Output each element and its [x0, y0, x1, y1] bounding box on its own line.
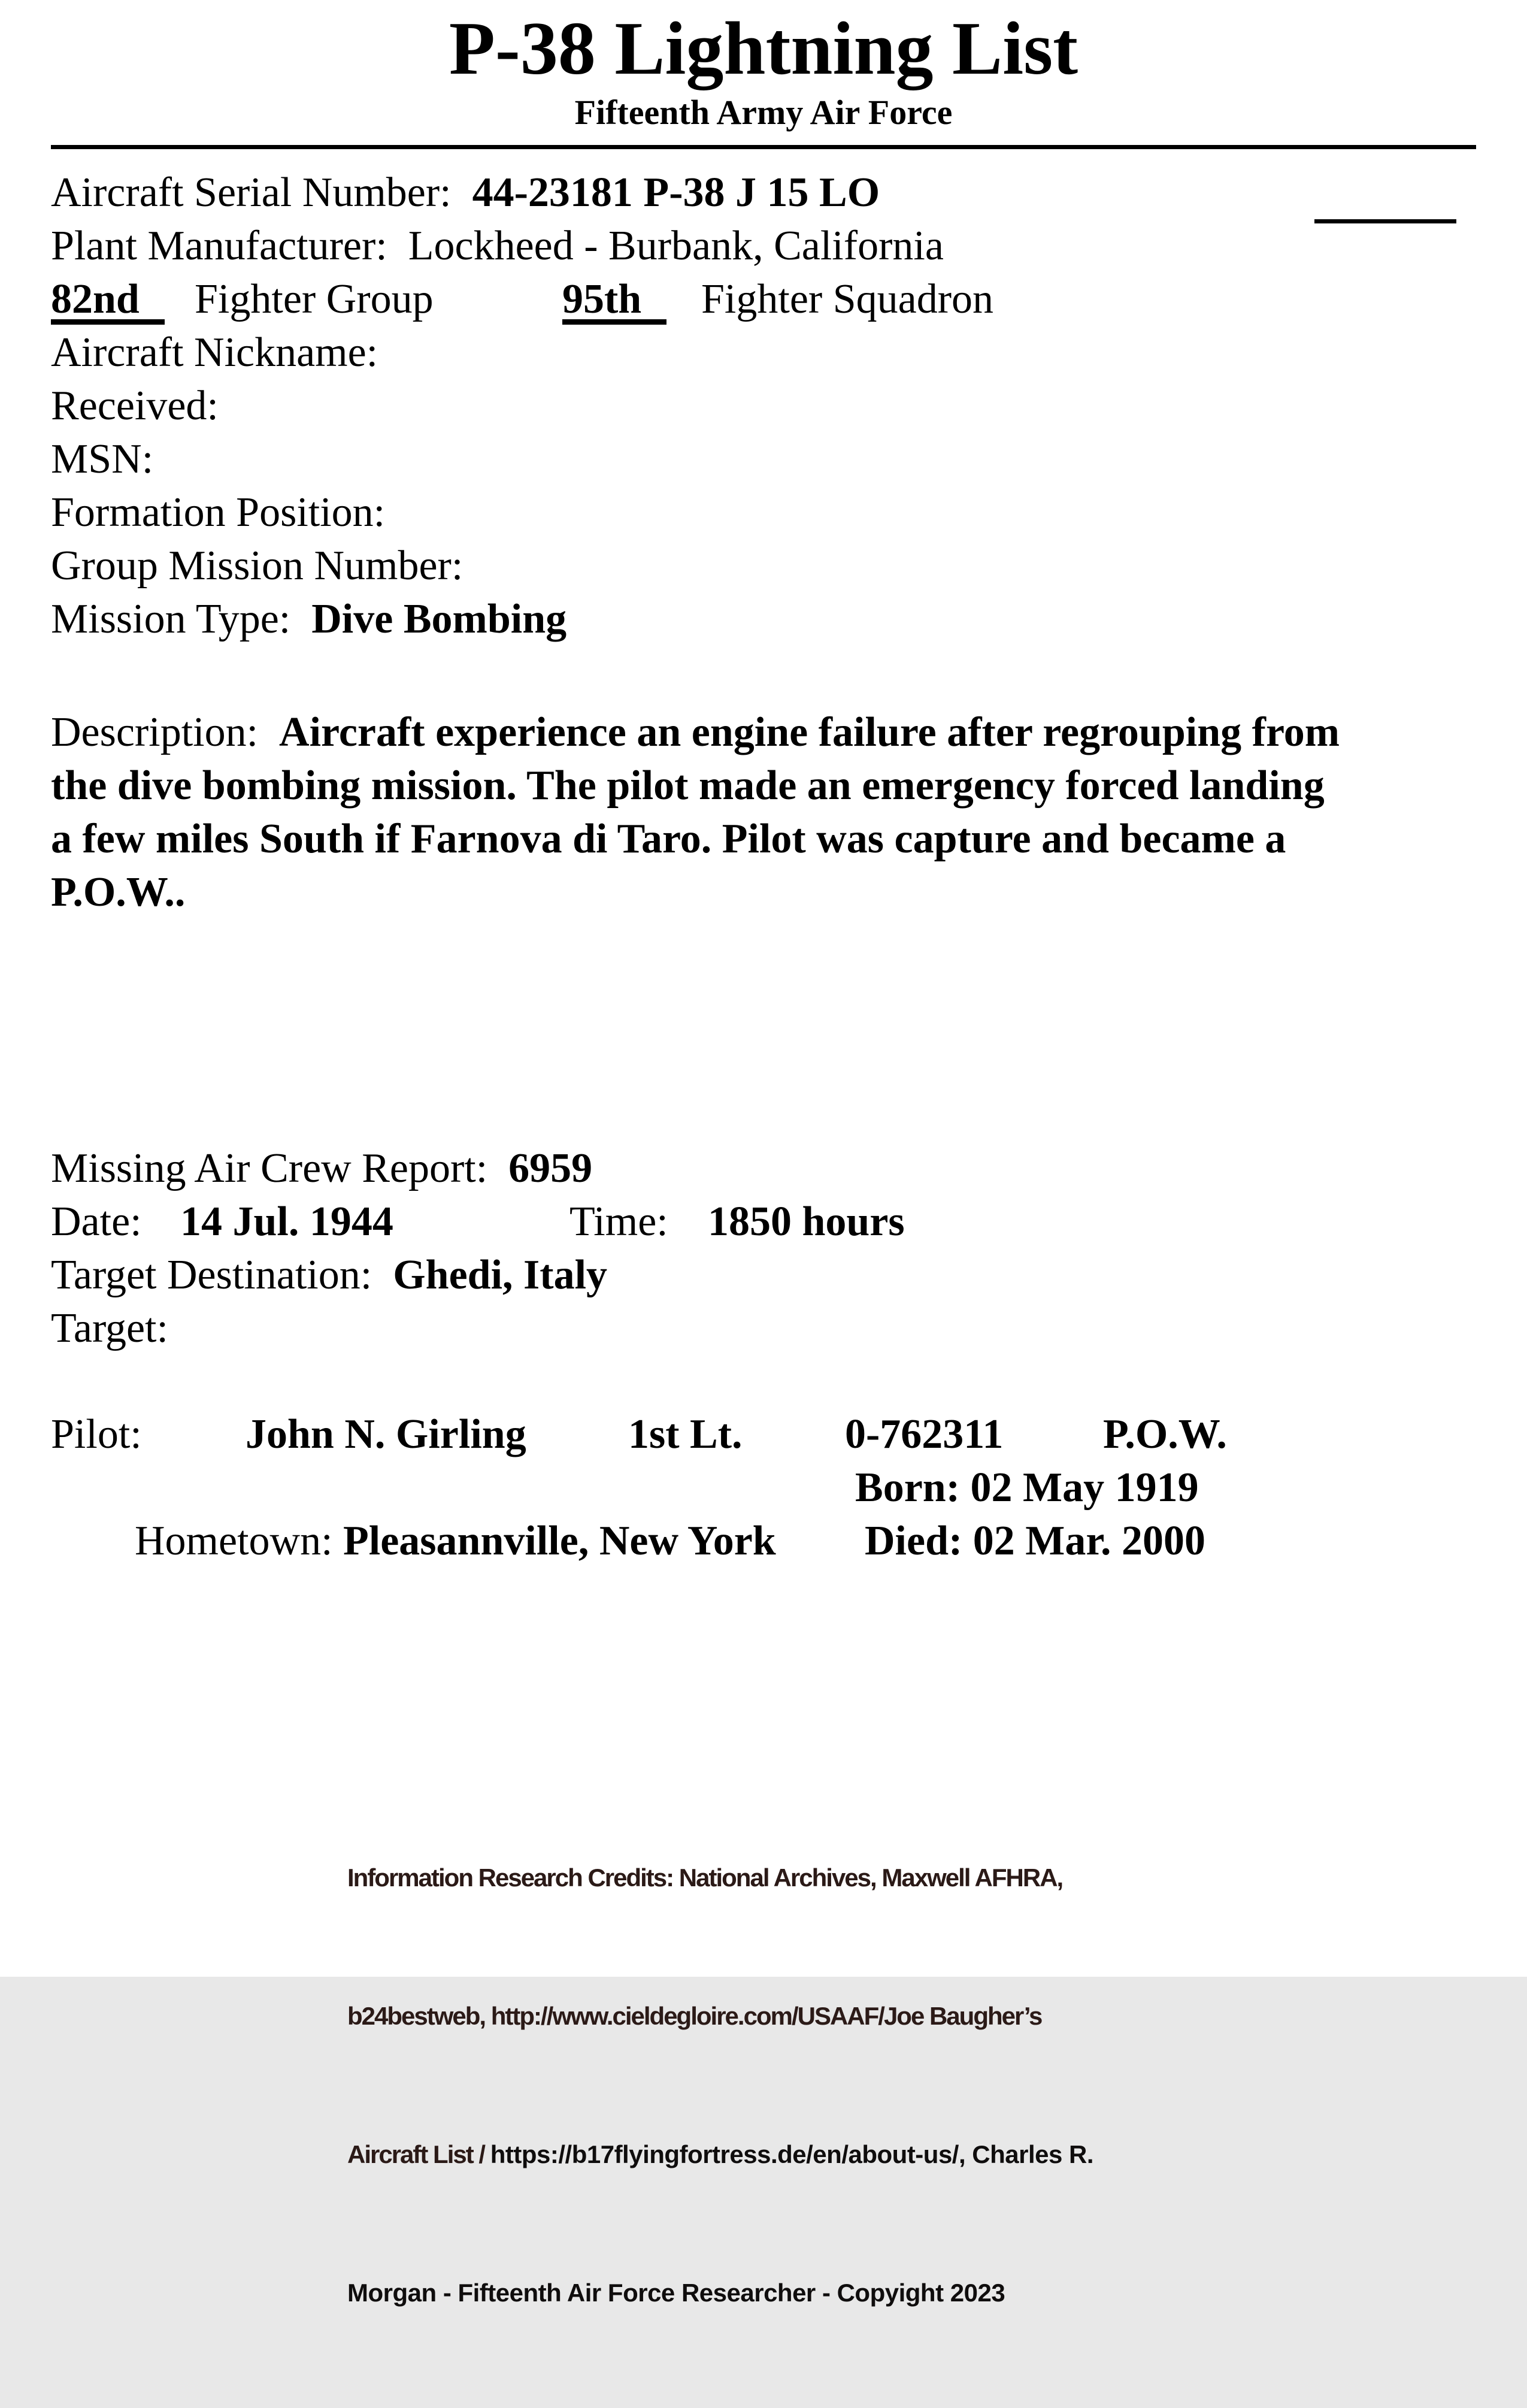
credits-text: Aircraft List / — [347, 2140, 490, 2169]
aircraft-fields — [51, 166, 1476, 646]
macr-report-label: Missing Air Crew Report: — [51, 1145, 509, 1192]
pilot-section — [51, 1408, 1476, 1568]
fighter-group-label: Fighter Group — [195, 276, 434, 323]
credits-text: Joe Baugher’s — [883, 2002, 1042, 2031]
group-squadron-line — [51, 273, 1476, 326]
document-content — [51, 0, 1476, 2408]
formation-position-line: Formation Position: — [51, 489, 386, 536]
fighter-squadron-value: 95th — [562, 273, 666, 325]
description-text-4: P.O.W.. — [51, 869, 186, 916]
credits-line-1 — [347, 1855, 1305, 1901]
description-text-2: the dive bombing mission. The pilot made an emergency forced landing — [51, 763, 1325, 809]
plant-manufacturer-label: Plant Manufacturer: — [51, 223, 408, 270]
time-label: Time: — [569, 1199, 689, 1245]
description-label: Description: — [51, 709, 280, 756]
macr-report-value: 6959 — [508, 1145, 593, 1192]
plant-manufacturer-line — [51, 219, 1476, 273]
time-value: 1850 hours — [708, 1199, 905, 1245]
divider-rule — [51, 145, 1476, 149]
credits-line-2 — [347, 1993, 1305, 2039]
target-destination-value: Ghedi, Italy — [393, 1252, 608, 1299]
mission-type-label: Mission Type: — [51, 596, 312, 643]
nickname-line: Aircraft Nickname: — [51, 329, 378, 376]
credits-text: Information Research Credits: National Archives, Maxwell AFHRA, — [347, 1864, 1063, 1892]
died-value: Died: 02 Mar. 2000 — [865, 1518, 1206, 1565]
description-block — [51, 706, 1476, 919]
target-destination-line — [51, 1248, 1476, 1302]
credits-text: Morgan - Fifteenth Air Force Researcher - Copyight 2023 — [347, 2279, 1005, 2307]
died-line — [51, 1514, 1476, 1568]
mission-type-line — [51, 592, 1476, 646]
date-value: 14 Jul. 1944 — [180, 1199, 393, 1245]
group-mission-number-line: Group Mission Number: — [51, 543, 463, 589]
plant-manufacturer-value: Lockheed - Burbank, California — [408, 223, 944, 270]
pilot-serial: 0-762311 — [845, 1411, 1004, 1458]
credits-line-4 — [347, 2270, 1305, 2316]
description-text-3: a few miles South if Farnova di Taro. Pilot was capture and became a — [51, 816, 1286, 863]
credits-footer — [347, 1762, 1305, 2408]
serial-number-value: 44-23181 P-38 J 15 LO — [472, 170, 880, 216]
description-line-1 — [51, 706, 1476, 759]
target-line: Target: — [51, 1305, 168, 1352]
fighter-squadron-label: Fighter Squadron — [701, 276, 994, 323]
page-title: P-38 Lightning List — [449, 7, 1078, 90]
hometown-label: Hometown: — [135, 1518, 344, 1565]
date-label: Date: — [51, 1199, 163, 1245]
pilot-label: Pilot: — [51, 1411, 142, 1458]
credits-text: Charles R. — [965, 2140, 1094, 2169]
serial-number-label: Aircraft Serial Number: — [51, 170, 472, 216]
page-subtitle: Fifteenth Army Air Force — [574, 93, 953, 132]
description-text-1: Aircraft experience an engine failure after regrouping from — [279, 709, 1340, 756]
pilot-rank: 1st Lt. — [628, 1411, 743, 1458]
credits-url-b17flyingfortress: https://b17flyingfortress.de/en/about-us/, — [490, 2140, 966, 2169]
serial-number-line — [51, 166, 1476, 219]
target-destination-label: Target Destination: — [51, 1252, 393, 1299]
received-line: Received: — [51, 383, 219, 429]
credits-url-cieldegloire: http://www.cieldegloire.com/USAAF/ — [490, 2002, 884, 2031]
credits-text: b24bestweb, — [347, 2002, 491, 2031]
hometown-value: Pleasannville, New York — [343, 1518, 776, 1565]
fighter-group-value: 82nd — [51, 273, 165, 325]
macr-section — [51, 1142, 1476, 1355]
pilot-name: John N. Girling — [246, 1411, 526, 1458]
credits-line-3 — [347, 2131, 1305, 2177]
pilot-line — [51, 1408, 1476, 1461]
born-value: Born: 02 May 1919 — [855, 1465, 1199, 1511]
pilot-status: P.O.W. — [1103, 1411, 1227, 1458]
date-time-line — [51, 1195, 1476, 1248]
msn-line: MSN: — [51, 436, 154, 483]
macr-report-line — [51, 1142, 1476, 1195]
mission-type-value: Dive Bombing — [311, 596, 567, 643]
